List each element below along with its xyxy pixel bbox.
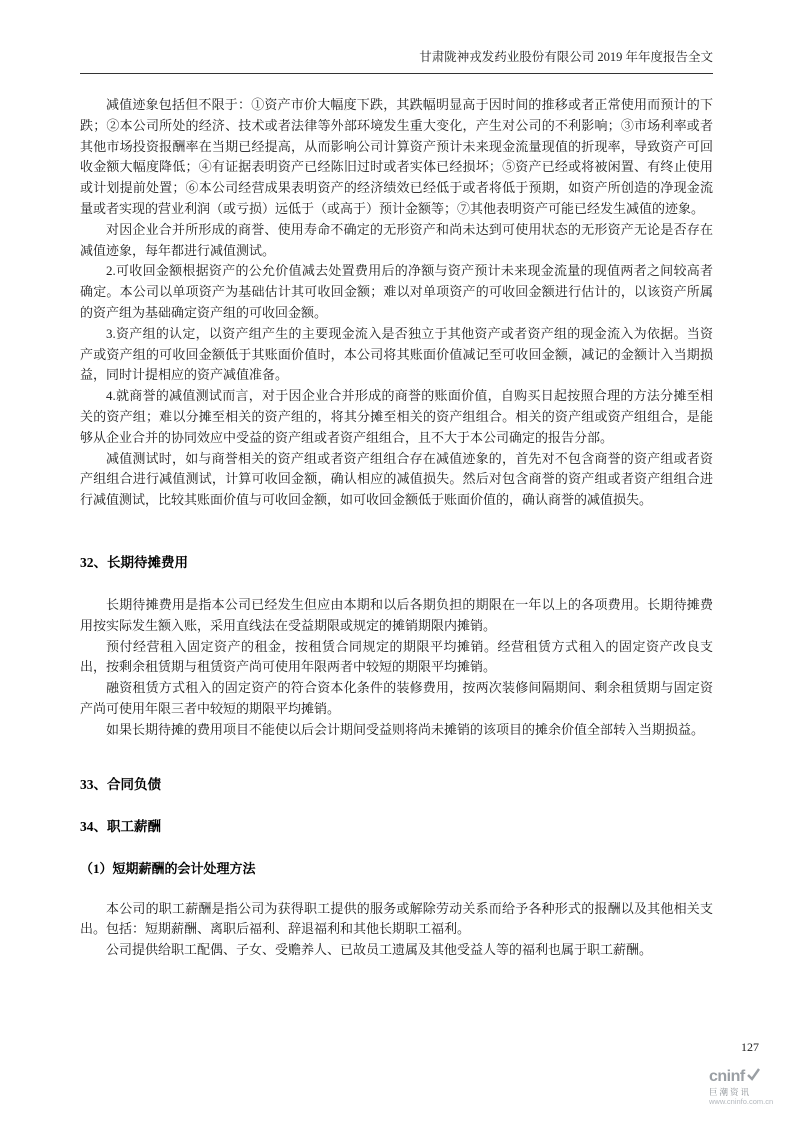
section-heading-employee-compensation: 34、职工薪酬: [80, 818, 161, 834]
paragraph-recoverable-amount: 2.可收回金额根据资产的公允价值减去处置费用后的净额与资产预计未来现金流量的现值两者之间较高者确定。本公司以单项资产为基础估计其可收回金额；难以对单项资产的可收回金额进行估计的，以该资产所属的资产组为基础确定资产组的可收回金额。: [80, 263, 713, 320]
paragraph-goodwill-impairment: 减值测试时，如与商誉相关的资产组或者资产组组合存在减值迹象的，首先对不包含商誉的资产组或者资产组组合进行减值测试，计算可收回金额，确认相应的减值损失。然后对包含商誉的资产组或者资产组组合进行减值测试，比较其账面价值与可收回金额，如可收回金额低于账面价值的，确认商誉的减值损失。: [80, 450, 713, 508]
page-header: [80, 48, 713, 74]
cninfo-logo: [709, 1068, 774, 1106]
cninfo-logo-wordmark: cninf: [709, 1068, 745, 1085]
paragraph-impairment-signs: 减值迹象包括但不限于：①资产市价大幅度下跌，其跌幅明显高于因时间的推移或者正常使用而预计的下跌；②本公司所处的经济、技术或者法律等外部环境发生重大变化，产生对公司的不利影响；③市场利率或者其他市场投资报酬率在当期已经提高，从而影响公司计算资产预计未来现金流量现值的折现率，导致资产可回收金额大幅度降低；④有证据表明资产已经陈旧过时或者实体已经损坏；⑤资产已经或将被闲置、有终止使用或计划提前处置；⑥本公司经营成果表明资产的经济绩效已经低于或者将低于预期，如资产所创造的净现金流量或者实现的营业利润（或亏损）远低于（或高于）预计金额等；⑦其他表明资产可能已经发生减值的迹象。: [80, 97, 713, 216]
paragraph-compensation-beneficiaries: 公司提供给职工配偶、子女、受赡养人、已故员工遗属及其他受益人等的福利也属于职工薪酬。: [106, 942, 653, 958]
paragraph-compensation-definition: 本公司的职工薪酬是指公司为获得职工提供的服务或解除劳动关系而给予各种形式的报酬以及其他相关支出。包括：短期薪酬、离职后福利、辞退福利和其他长期职工福利。: [80, 900, 713, 937]
paragraph-ltde-definition: 长期待摊费用是指本公司已经发生但应由本期和以后各期负担的期限在一年以上的各项费用。长期待摊费用按实际发生额入账，采用直线法在受益期限或规定的摊销期限内摊销。: [80, 596, 713, 633]
report-title: 甘肃陇神戎发药业股份有限公司 2019 年年度报告全文: [419, 50, 713, 64]
page-body: [80, 95, 713, 961]
cninfo-logo-brand-row: [709, 1068, 771, 1086]
paragraph-ltde-finance-lease: 融资租赁方式租入的固定资产的符合资本化条件的装修费用，按两次装修间隔期间、剩余租赁期与固定资产尚可使用年限三者中较短的期限平均摊销。: [80, 680, 713, 716]
page-number: 127: [741, 1040, 759, 1054]
paragraph-goodwill-annual-test: 对因企业合并所形成的商誉、使用寿命不确定的无形资产和尚未达到可使用状态的无形资产无论是否存在减值迹象，每年都进行减值测试。: [80, 221, 713, 258]
sub-heading-short-term-compensation: （1）短期薪酬的会计处理方法: [80, 860, 256, 876]
section-heading-long-term-deferred-expenses: 32、长期待摊费用: [80, 554, 188, 570]
cninfo-logo-check-icon: [747, 1068, 760, 1086]
section-heading-contract-liabilities: 33、合同负债: [80, 776, 161, 792]
paragraph-ltde-no-benefit: 如果长期待摊的费用项目不能使以后会计期间受益则将尚未摊销的该项目的摊余价值全部转入当期损益。: [106, 721, 705, 737]
cninfo-logo-url: www.cninfo.com.cn: [709, 1096, 774, 1106]
paragraph-asset-group: 3.资产组的认定，以资产组产生的主要现金流入是否独立于其他资产或者资产组的现金流入为依据。当资产或资产组的可收回金额低于其账面价值时，本公司将其账面价值减记至可收回金额，减记的金额计入当期损益，同时计提相应的资产减值准备。: [80, 325, 713, 383]
cninfo-logo-chinese-name: 巨潮资讯: [709, 1086, 752, 1097]
paragraph-ltde-prepaid-rent: 预付经营租入固定资产的租金，按租赁合同规定的期限平均摊销。经营租赁方式租入的固定资产改良支出，按剩余租赁期与租赁资产尚可使用年限两者中较短的期限平均摊销。: [80, 638, 713, 675]
paragraph-goodwill-allocation: 4.就商誉的减值测试而言，对于因企业合并形成的商誉的账面价值，自购买日起按照合理的方法分摊至相关的资产组；难以分摊至相关的资产组的，将其分摊至相关的资产组组合。相关的资产组或资产组组合，是能够从企业合并的协同效应中受益的资产组或者资产组组合，且不大于本公司确定的报告分部。: [80, 388, 713, 445]
